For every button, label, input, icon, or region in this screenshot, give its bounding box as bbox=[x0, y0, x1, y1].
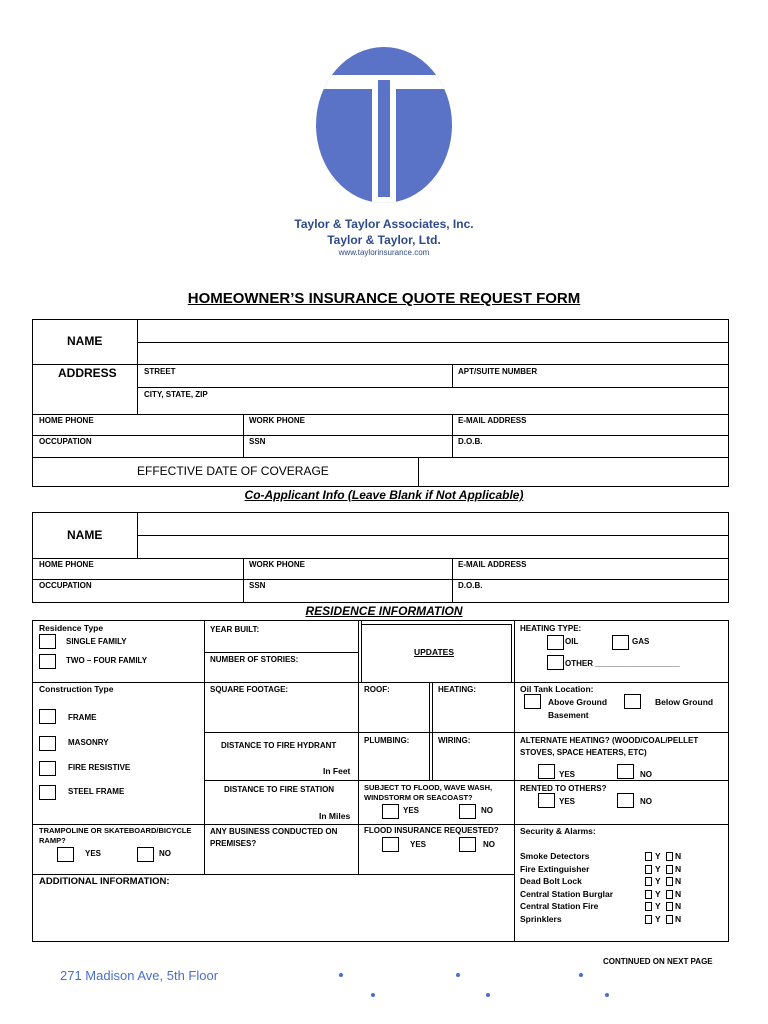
ssn-field[interactable] bbox=[244, 436, 452, 457]
work-phone-label: WORK PHONE bbox=[249, 416, 305, 425]
alarm-no-checkbox[interactable] bbox=[666, 852, 673, 861]
alarm-yes-checkbox[interactable] bbox=[645, 915, 652, 924]
residence-type-label: Residence Type bbox=[39, 623, 104, 633]
fire-resistive-label: FIRE RESISTIVE bbox=[68, 763, 131, 772]
alarm-row bbox=[520, 914, 725, 926]
other-heat-checkbox[interactable] bbox=[547, 655, 564, 670]
stories-label: NUMBER OF STORIES: bbox=[210, 655, 299, 664]
home-phone-field[interactable] bbox=[33, 415, 243, 435]
distance-hydrant-label: DISTANCE TO FIRE HYDRANT bbox=[221, 741, 337, 750]
oil-label: OIL bbox=[565, 637, 579, 646]
roof-label: ROOF: bbox=[364, 685, 390, 694]
subject-flood-no-checkbox[interactable] bbox=[459, 804, 476, 819]
alarm-yes-checkbox[interactable] bbox=[645, 852, 652, 861]
wiring-label: WIRING: bbox=[438, 736, 471, 745]
business-label: ANY BUSINESS CONDUCTED ON PREMISES? bbox=[210, 827, 338, 848]
alarm-yes-checkbox[interactable] bbox=[645, 890, 652, 899]
steel-frame-label: STEEL FRAME bbox=[68, 787, 125, 796]
alarm-row bbox=[520, 876, 725, 888]
city-state-zip-label: CITY, STATE, ZIP bbox=[144, 390, 208, 399]
alarm-no-label: N bbox=[675, 851, 682, 861]
year-built-label: YEAR BUILT: bbox=[210, 625, 260, 634]
trampoline-yes-label: YES bbox=[85, 849, 102, 858]
alternate-heating-no-checkbox[interactable] bbox=[617, 764, 634, 779]
logo-mark-icon bbox=[292, 45, 476, 205]
applicant-name-field[interactable] bbox=[138, 320, 729, 364]
co-name-field[interactable] bbox=[138, 513, 729, 558]
other-heat-label: OTHER ___________________ bbox=[565, 659, 680, 668]
occupation-label: OCCUPATION bbox=[39, 437, 92, 446]
oil-heat-checkbox[interactable] bbox=[547, 635, 564, 650]
alarm-yes-checkbox[interactable] bbox=[645, 902, 652, 911]
alarm-row bbox=[520, 864, 725, 876]
occupation-field[interactable] bbox=[33, 436, 243, 457]
footer-address: 271 Madison Ave, 5th Floor bbox=[60, 968, 219, 983]
steel-frame-checkbox[interactable] bbox=[39, 785, 56, 800]
co-ssn-field[interactable] bbox=[244, 580, 452, 603]
subject-flood-yes-label: YES bbox=[403, 806, 420, 815]
footer-bullet bbox=[371, 993, 375, 997]
effective-date-field[interactable] bbox=[419, 458, 729, 487]
alarm-label: Fire Extinguisher bbox=[520, 863, 590, 874]
alternate-heating-yes-checkbox[interactable] bbox=[538, 764, 555, 779]
footer-bullet bbox=[486, 993, 490, 997]
logo-company-line1: Taylor & Taylor Associates, Inc. bbox=[294, 217, 474, 231]
alarm-yes-checkbox[interactable] bbox=[645, 865, 652, 874]
construction-type-label: Construction Type bbox=[39, 684, 114, 694]
email-label: E-MAIL ADDRESS bbox=[458, 416, 527, 425]
trampoline-no-label: NO bbox=[159, 849, 171, 858]
below-ground-label: Below Ground bbox=[655, 697, 714, 707]
gas-heat-checkbox[interactable] bbox=[612, 635, 629, 650]
work-phone-field[interactable] bbox=[244, 415, 452, 435]
masonry-checkbox[interactable] bbox=[39, 736, 56, 751]
above-ground-checkbox[interactable] bbox=[524, 694, 541, 709]
alarm-yes-label: Y bbox=[655, 851, 661, 861]
rented-label: RENTED TO OTHERS? bbox=[520, 784, 607, 793]
street-field[interactable] bbox=[138, 365, 451, 387]
alarm-row bbox=[520, 851, 725, 863]
alarm-label: Smoke Detectors bbox=[520, 851, 590, 861]
in-miles-label: In Miles bbox=[319, 811, 351, 821]
below-ground-checkbox[interactable] bbox=[624, 694, 641, 709]
trampoline-yes-checkbox[interactable] bbox=[57, 847, 74, 862]
co-applicant-title: Co-Applicant Info (Leave Blank if Not Applicable) bbox=[244, 488, 524, 502]
alarm-no-label: N bbox=[675, 876, 682, 887]
gas-label: GAS bbox=[632, 637, 650, 646]
dob-field[interactable] bbox=[453, 436, 729, 457]
alternate-heating-label: ALTERNATE HEATING? (WOOD/COAL/PELLET STOVES, SPACE HEATERS, ETC) bbox=[520, 736, 699, 757]
alarm-yes-label: Y bbox=[655, 888, 661, 899]
updates-label: UPDATES bbox=[414, 647, 454, 657]
footer-bullet bbox=[339, 973, 343, 977]
single-family-checkbox[interactable] bbox=[39, 634, 56, 649]
applicant-address-label: ADDRESS bbox=[58, 366, 117, 380]
alarm-yes-label: Y bbox=[655, 914, 661, 924]
alarm-label: Central Station Burglar bbox=[520, 888, 614, 899]
footer-bullet bbox=[456, 973, 460, 977]
alarm-no-checkbox[interactable] bbox=[666, 902, 673, 911]
co-work-phone-field[interactable] bbox=[244, 559, 452, 579]
alarm-label: Dead Bolt Lock bbox=[520, 876, 582, 887]
effective-date-label: EFFECTIVE DATE OF COVERAGE bbox=[137, 464, 329, 478]
apt-field[interactable] bbox=[453, 365, 729, 387]
alarm-no-label: N bbox=[675, 888, 682, 899]
rented-yes-label: YES bbox=[559, 797, 576, 806]
alarm-yes-label: Y bbox=[655, 863, 661, 874]
two-four-family-checkbox[interactable] bbox=[39, 654, 56, 669]
flood-requested-yes-label: YES bbox=[410, 840, 427, 849]
plumbing-label: PLUMBING: bbox=[364, 736, 410, 745]
trampoline-label: TRAMPOLINE OR SKATEBOARD/BICYCLE RAMP? bbox=[39, 826, 192, 845]
co-work-phone-label: WORK PHONE bbox=[249, 560, 305, 569]
fire-resistive-checkbox[interactable] bbox=[39, 761, 56, 776]
co-dob-field[interactable] bbox=[453, 580, 729, 603]
flood-requested-yes-checkbox[interactable] bbox=[382, 837, 399, 852]
masonry-label: MASONRY bbox=[68, 738, 109, 747]
co-email-label: E-MAIL ADDRESS bbox=[458, 560, 527, 569]
co-name-label: NAME bbox=[67, 528, 103, 542]
logo-website: www.taylorinsurance.com bbox=[338, 248, 430, 257]
additional-info-label: ADDITIONAL INFORMATION: bbox=[39, 876, 170, 887]
email-field[interactable] bbox=[453, 415, 729, 435]
dob-label: D.O.B. bbox=[458, 437, 483, 446]
square-footage-label: SQUARE FOOTAGE: bbox=[210, 685, 289, 694]
additional-info-field[interactable] bbox=[33, 889, 514, 942]
rented-yes-checkbox[interactable] bbox=[538, 793, 555, 808]
applicant-name-label: NAME bbox=[67, 334, 103, 348]
residence-section bbox=[32, 620, 729, 942]
ssn-label: SSN bbox=[249, 437, 266, 446]
co-email-field[interactable] bbox=[453, 559, 729, 579]
alarm-no-label: N bbox=[675, 863, 682, 874]
alarm-no-checkbox[interactable] bbox=[666, 915, 673, 924]
alarm-no-label: N bbox=[675, 901, 682, 912]
frame-checkbox[interactable] bbox=[39, 709, 56, 724]
alarm-yes-checkbox[interactable] bbox=[645, 877, 652, 886]
co-home-phone-field[interactable] bbox=[33, 559, 243, 579]
alarm-no-checkbox[interactable] bbox=[666, 865, 673, 874]
alternate-heating-no-label: NO bbox=[640, 770, 652, 779]
alternate-heating-yes-label: YES bbox=[559, 770, 576, 779]
subject-flood-yes-checkbox[interactable] bbox=[382, 804, 399, 819]
trampoline-no-checkbox[interactable] bbox=[137, 847, 154, 862]
flood-requested-no-checkbox[interactable] bbox=[459, 837, 476, 852]
in-feet-label: In Feet bbox=[323, 766, 351, 776]
footer-bullet bbox=[605, 993, 609, 997]
continued-note: CONTINUED ON NEXT PAGE bbox=[603, 957, 713, 966]
single-family-label: SINGLE FAMILY bbox=[66, 637, 127, 646]
alarm-no-checkbox[interactable] bbox=[666, 890, 673, 899]
alarm-label: Sprinklers bbox=[520, 914, 562, 924]
alarm-label: Central Station Fire bbox=[520, 901, 599, 912]
heating-update-label: HEATING: bbox=[438, 685, 477, 694]
apt-label: APT/SUITE NUMBER bbox=[458, 367, 538, 376]
two-four-family-label: TWO – FOUR FAMILY bbox=[66, 656, 148, 665]
alarm-yes-label: Y bbox=[655, 876, 661, 887]
alarm-row bbox=[520, 901, 725, 913]
alarm-no-checkbox[interactable] bbox=[666, 877, 673, 886]
co-applicant-section bbox=[32, 512, 729, 603]
rented-no-checkbox[interactable] bbox=[617, 793, 634, 808]
heating-type-label: HEATING TYPE: bbox=[520, 624, 582, 633]
co-ssn-label: SSN bbox=[249, 581, 266, 590]
co-occupation-field[interactable] bbox=[33, 580, 243, 603]
alarm-yes-label: Y bbox=[655, 901, 661, 912]
logo-company-line2: Taylor & Taylor, Ltd. bbox=[327, 233, 441, 247]
subject-flood-label: SUBJECT TO FLOOD, WAVE WASH, WINDSTORM OR SEACOAST? bbox=[364, 783, 493, 802]
form-title: HOMEOWNER’S INSURANCE QUOTE REQUEST FORM bbox=[187, 290, 581, 307]
above-ground-label: Above Ground bbox=[548, 697, 608, 707]
subject-flood-no-label: NO bbox=[481, 806, 493, 815]
rented-no-label: NO bbox=[640, 797, 652, 806]
home-phone-label: HOME PHONE bbox=[39, 416, 94, 425]
co-home-phone-label: HOME PHONE bbox=[39, 560, 94, 569]
street-label: STREET bbox=[144, 367, 176, 376]
flood-requested-no-label: NO bbox=[483, 840, 495, 849]
oil-tank-label: Oil Tank Location: bbox=[520, 684, 594, 694]
footer-bullet bbox=[579, 973, 583, 977]
alarm-row bbox=[520, 889, 725, 901]
security-alarms-label: Security & Alarms: bbox=[520, 826, 596, 836]
alarm-no-label: N bbox=[675, 914, 682, 924]
frame-label: FRAME bbox=[68, 713, 97, 722]
co-occupation-label: OCCUPATION bbox=[39, 581, 92, 590]
residence-title: RESIDENCE INFORMATION bbox=[305, 604, 463, 618]
company-logo bbox=[292, 45, 476, 260]
flood-requested-label: FLOOD INSURANCE REQUESTED? bbox=[364, 826, 499, 835]
applicant-section bbox=[32, 319, 729, 487]
co-dob-label: D.O.B. bbox=[458, 581, 483, 590]
city-state-zip-field[interactable] bbox=[138, 388, 729, 414]
distance-station-label: DISTANCE TO FIRE STATION bbox=[224, 785, 335, 794]
basement-label: Basement bbox=[548, 710, 589, 720]
